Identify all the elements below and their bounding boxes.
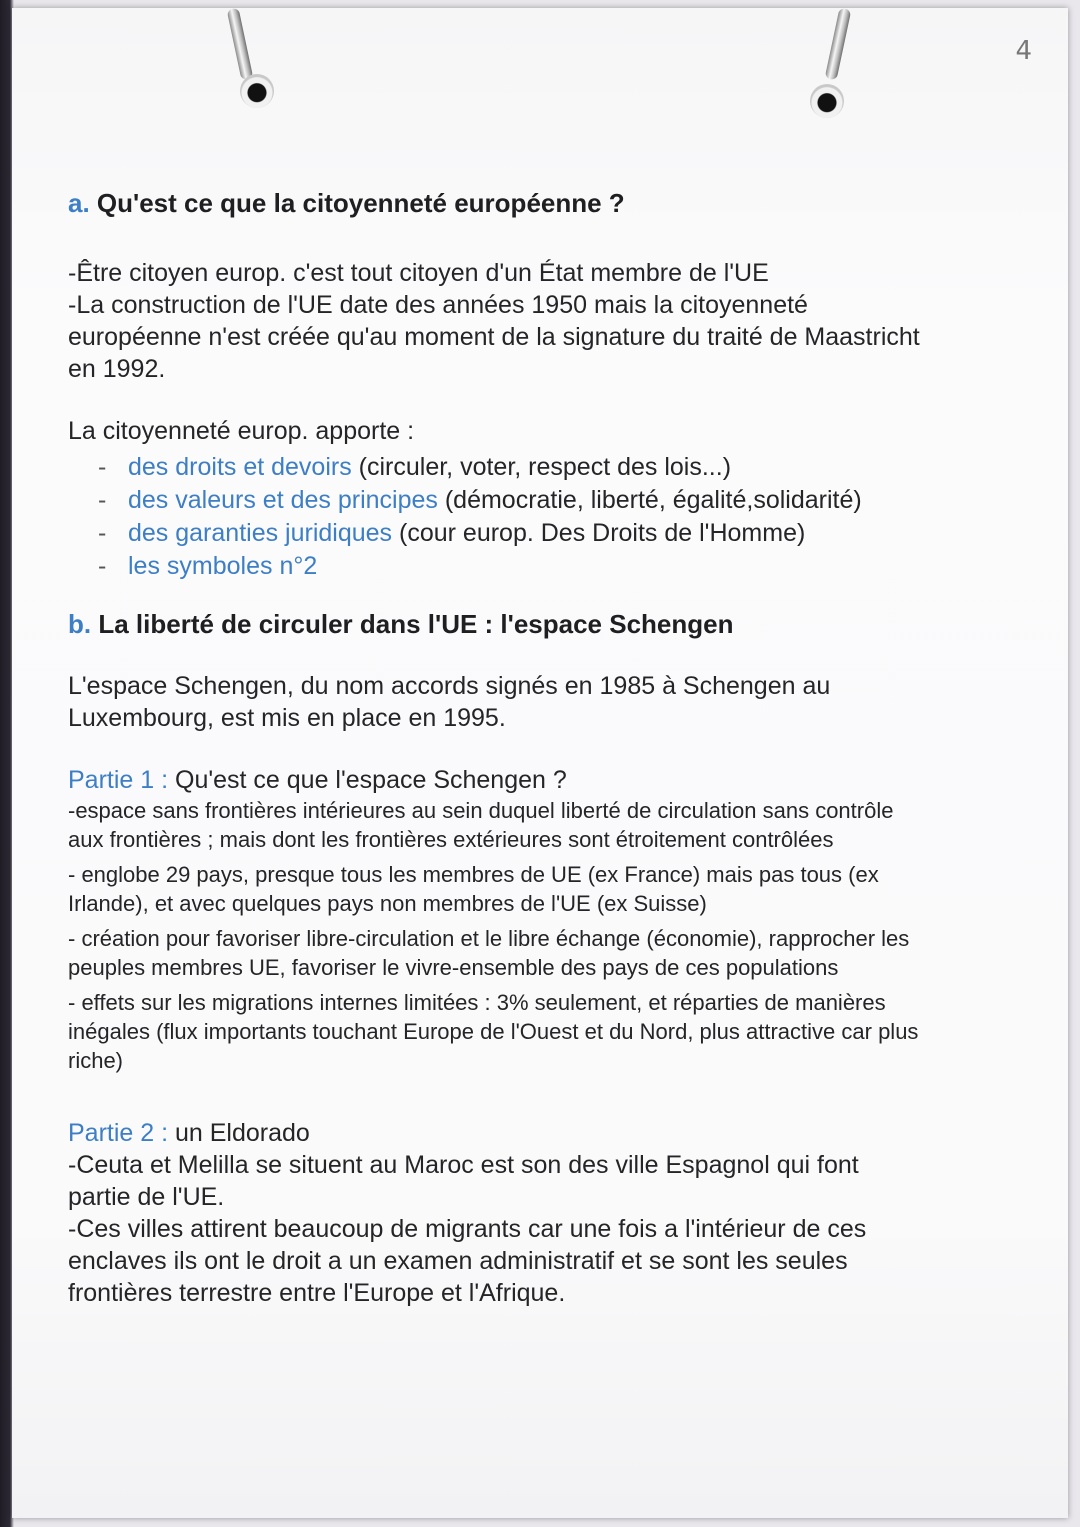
section-b-heading bbox=[68, 609, 928, 640]
section-a-bullet-list bbox=[68, 451, 928, 583]
binder-ring-wire-left bbox=[227, 8, 254, 81]
partie-1-heading bbox=[68, 764, 928, 796]
partie-1-paragraph-3: - création pour favoriser libre-circulation et le libre échange (économie), rapprocher les peuples membres UE, favoriser le vivre-ensemble des pays de ces populations bbox=[68, 926, 910, 980]
binder-ring-wire-right bbox=[825, 8, 852, 81]
bullet-term: les symboles n°2 bbox=[128, 552, 318, 580]
bullet-term: des garanties juridiques bbox=[128, 519, 393, 547]
section-a-intro: La citoyenneté europ. apporte : bbox=[68, 417, 415, 445]
binder-hole-right-icon bbox=[810, 84, 844, 118]
partie-2-title: un Eldorado bbox=[168, 1119, 310, 1147]
bullet-detail: (circuler, voter, respect des lois...) bbox=[351, 453, 732, 481]
partie-1-title: Qu'est ce que l'espace Schengen ? bbox=[168, 766, 567, 794]
section-a-line-2: -La construction de l'UE date des années 1950 mais la citoyenneté européenne n'est créée qu'au moment de la signature du traité de Maastricht en 1992. bbox=[68, 291, 920, 383]
page-number: 4 bbox=[1015, 36, 1032, 66]
page-content bbox=[68, 188, 928, 1309]
partie-1-paragraph-1: -espace sans frontières intérieures au sein duquel liberté de circulation sans contrôle aux frontières ; mais dont les frontières extérieures sont étroitement contrôlées bbox=[68, 798, 894, 852]
section-a-line-1: -Être citoyen europ. c'est tout citoyen d'un État membre de l'UE bbox=[68, 259, 769, 287]
list-item bbox=[128, 484, 928, 517]
partie-2-label: Partie 2 : bbox=[68, 1119, 169, 1147]
section-b-title: La liberté de circuler dans l'UE : l'espace Schengen bbox=[98, 609, 734, 639]
partie-1-label: Partie 1 : bbox=[68, 766, 169, 794]
list-item bbox=[128, 451, 928, 484]
binder-hole-left-icon bbox=[240, 74, 274, 108]
section-a-title: Qu'est ce que la citoyenneté européenne ? bbox=[96, 188, 625, 218]
partie-1-paragraph-4: - effets sur les migrations internes limitées : 3% seulement, et réparties de manières inégales (flux importants touchant Europe de l'Ouest et du Nord, plus attractive car plus riche) bbox=[68, 990, 919, 1073]
list-item bbox=[128, 550, 928, 583]
bullet-detail: (cour europ. Des Droits de l'Homme) bbox=[392, 519, 806, 547]
partie-2-heading bbox=[68, 1117, 928, 1149]
bullet-detail: (démocratie, liberté, égalité,solidarité) bbox=[437, 486, 862, 514]
bullet-term: des droits et devoirs bbox=[128, 453, 352, 481]
section-b-intro: L'espace Schengen, du nom accords signés en 1985 à Schengen au Luxembourg, est mis en place en 1995. bbox=[68, 672, 831, 732]
partie-2-paragraph-2: -Ces villes attirent beaucoup de migrants car une fois a l'intérieur de ces enclaves ils ont le droit a un examen administratif et se sont les seules frontières terrestre entre l'Europe et l'Afrique. bbox=[68, 1215, 867, 1307]
notebook-page bbox=[12, 8, 1068, 1518]
section-b-letter: b. bbox=[68, 609, 92, 639]
bullet-term: des valeurs et des principes bbox=[128, 486, 438, 514]
section-a-heading bbox=[68, 188, 928, 219]
list-item bbox=[128, 517, 928, 550]
section-a-letter: a. bbox=[68, 188, 90, 218]
partie-2-paragraph-1: -Ceuta et Melilla se situent au Maroc est son des ville Espagnol qui font partie de l'UE. bbox=[68, 1151, 859, 1211]
partie-1-paragraph-2: - englobe 29 pays, presque tous les membres de UE (ex France) mais pas tous (ex Irlande), et avec quelques pays non membres de l'UE (ex Suisse) bbox=[68, 862, 879, 916]
